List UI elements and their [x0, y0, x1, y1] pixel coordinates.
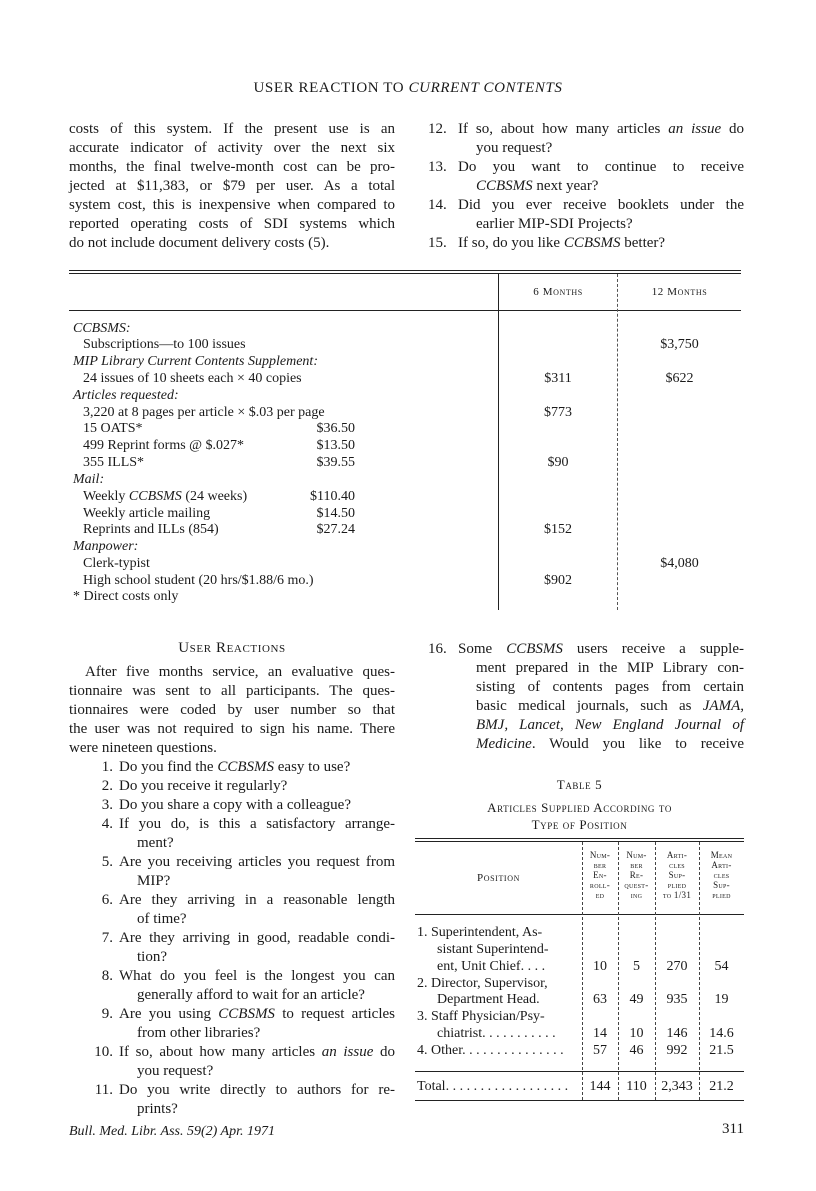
paragraph-line: tionnaires were coded by user number so that: [69, 702, 395, 718]
cost-value-6: $152: [544, 522, 572, 537]
q13-italic: CCBSMS: [476, 178, 533, 194]
running-head-prefix: USER REACTION TO: [253, 80, 405, 96]
cost-row-student: [83, 572, 314, 589]
row-label-italic: CCBSMS: [128, 489, 182, 504]
question-9: [95, 1005, 395, 1043]
cost-subvalue: $13.50: [316, 438, 355, 453]
header-line: ber: [593, 860, 607, 870]
table-row-label: 1. Superintendent, As-: [417, 925, 543, 940]
question-number: 7.: [101, 930, 113, 946]
cost-row-reprints-ills: [83, 521, 219, 538]
paragraph-line: the user was not required to sign his name. There: [69, 721, 395, 737]
table-cell-enrolled: 57: [593, 1043, 607, 1058]
question-number: 13.: [428, 159, 447, 175]
table5-header-position: Position: [477, 872, 520, 884]
header-line: cles: [669, 860, 685, 870]
q16-italic: BMJ, Lancet, New England Journal of: [476, 717, 744, 733]
q16-line: sisting of contents pages from certain: [476, 679, 744, 695]
cost-row-3220: [83, 404, 325, 421]
cost-subvalue: $36.50: [316, 421, 355, 436]
cost-subvalue: $14.50: [316, 506, 355, 521]
cost-row-mail-heading: [73, 471, 104, 488]
table-cell-requesting: 49: [629, 992, 644, 1007]
row-label: 24 issues of 10 sheets each × 40 copies: [83, 371, 302, 386]
table-cell-enrolled: 63: [593, 992, 607, 1007]
question-line2: generally afford to wait for an article?: [137, 987, 365, 1003]
header-line: roll-: [589, 880, 611, 890]
q15-italic: CCBSMS: [563, 235, 621, 251]
table-cell-supplied: 146: [666, 1026, 688, 1041]
cost-subvalue: $110.40: [310, 489, 355, 504]
q15-text: If so, do you like: [458, 235, 564, 251]
row-label: Weekly article mailing: [83, 506, 211, 521]
question-6: [95, 891, 395, 929]
table-cell-supplied: 270: [666, 959, 688, 974]
table-total-requesting: 110: [626, 1079, 647, 1094]
paragraph-line: were nineteen questions.: [69, 740, 217, 756]
cost-value-6: $90: [547, 455, 569, 470]
header-line: Re-: [629, 870, 644, 880]
question-number: 11.: [94, 1082, 113, 1098]
table-row-label: ent, Unit Chief. . . .: [437, 959, 546, 974]
q12-text: If so, about how many articles: [458, 121, 669, 137]
table-top-rule: [69, 270, 741, 271]
table5-header-mean: [699, 850, 744, 900]
question-1: [95, 758, 395, 777]
row-label: Mail:: [73, 472, 105, 487]
question-text: What do you feel is the longest you can: [119, 968, 395, 984]
table-cell-mean: 19: [714, 992, 729, 1007]
row-label: MIP Library Current Contents Supplement:: [73, 354, 318, 369]
row-label: * Direct costs only: [73, 589, 179, 604]
left-top-paragraph: [69, 120, 395, 253]
paragraph-line: reported operating costs of SDI systems which: [69, 216, 395, 232]
paragraph-line: months, the final twelve-month cost can be pro-: [69, 159, 395, 175]
paragraph-line: system cost, this is inexpensive when compared to: [69, 197, 395, 213]
table-cell-mean: 54: [714, 959, 729, 974]
cost-value-12: $4,080: [660, 556, 699, 571]
question-number: 2.: [101, 778, 113, 794]
table5-header-rule: [415, 914, 744, 915]
question-12: [428, 120, 744, 158]
question-text: Do you receive it regularly?: [119, 778, 288, 794]
cost-row-weekly-ccbsms: [83, 488, 247, 505]
question-line2: prints?: [137, 1101, 178, 1117]
question-text: Are you receiving articles you request from: [119, 854, 395, 870]
question-text: Do you share a copy with a colleague?: [119, 797, 351, 813]
paragraph-line: After five months service, an evaluative ques-: [85, 664, 395, 680]
cost-row-mip-heading: [73, 353, 318, 370]
table-cell-requesting: 5: [633, 959, 640, 974]
question-number: 12.: [428, 121, 447, 137]
header-line: Arti-: [711, 860, 732, 870]
question-number: 15.: [428, 235, 447, 251]
header-line: plied: [667, 880, 687, 890]
question-number: 1.: [101, 759, 113, 775]
question-number: 9.: [101, 1006, 113, 1022]
question-number: 16.: [428, 641, 447, 657]
table-cell-supplied: 935: [666, 992, 688, 1007]
table-header-rule: [69, 310, 741, 311]
cost-row-manpower-heading: [73, 538, 138, 555]
cost-subvalue: $39.55: [316, 455, 355, 470]
table-row-label: chiatrist. . . . . . . . . . .: [437, 1026, 556, 1041]
table-cell-requesting: 10: [629, 1026, 644, 1041]
row-label: Manpower:: [73, 539, 139, 554]
table-total-supplied: 2,343: [661, 1079, 693, 1094]
header-line: Num-: [626, 850, 647, 860]
cost-row-24-issues: [83, 370, 302, 387]
header-line: quest-: [624, 880, 649, 890]
row-label: Clerk-typist: [83, 556, 150, 571]
cost-value-6: $311: [544, 371, 572, 386]
table5-header-supplied: [655, 850, 699, 900]
table-row-label: 3. Staff Physician/Psy-: [417, 1009, 545, 1024]
header-line: plied: [712, 890, 731, 900]
question-text: Do you find the: [119, 759, 218, 775]
row-label: 355 ILLS*: [83, 455, 145, 470]
cost-row-weekly-mailing: [83, 505, 210, 522]
q16-line: basic medical journals, such as: [476, 698, 703, 714]
question-5: [95, 853, 395, 891]
footer-citation: Bull. Med. Libr. Ass. 59(2) Apr. 1971: [69, 1124, 275, 1139]
user-reactions-paragraph: [69, 663, 395, 758]
row-label-end: (24 weeks): [181, 489, 248, 504]
question-number: 5.: [101, 854, 113, 870]
q16-line: ment prepared in the MIP Library con-: [476, 660, 744, 676]
q16-italic: JAMA,: [702, 698, 744, 714]
table-cell-mean: 21.5: [709, 1043, 734, 1058]
question-line2: MIP?: [137, 873, 171, 889]
header-line: ber: [630, 860, 643, 870]
row-label: 15 OATS*: [83, 421, 143, 436]
question-text: Are they arriving in a reasonable length: [119, 892, 395, 908]
table5-bottom-rule: [415, 1100, 744, 1101]
page-number: 311: [722, 1121, 744, 1137]
paragraph-line: do not include document delivery costs (5).: [69, 235, 330, 251]
table-row-label: 4. Other. . . . . . . . . . . . . . .: [417, 1043, 564, 1058]
question-line2: from other libraries?: [137, 1025, 261, 1041]
question-line2: of time?: [137, 911, 187, 927]
q16-italic: CCBSMS: [506, 641, 563, 657]
question-number: 3.: [101, 797, 113, 813]
question-8: [95, 967, 395, 1005]
table-total-label: Total. . . . . . . . . . . . . . . . . .: [417, 1079, 569, 1094]
question-italic: an issue: [321, 1044, 374, 1060]
q15-text-end: better?: [620, 235, 666, 251]
section-heading: User Reactions: [178, 640, 286, 656]
q14-line2: earlier MIP-SDI Projects?: [476, 216, 633, 232]
table5-total-rule: [415, 1071, 744, 1072]
table5-header-requesting: [618, 850, 655, 900]
question-italic: CCBSMS: [218, 1006, 275, 1022]
row-label: CCBSMS:: [73, 321, 131, 336]
paragraph-line: costs of this system. If the present use is an: [69, 121, 395, 137]
question-text: Are they arriving in good, readable condi-: [119, 930, 395, 946]
table-total-mean: 21.2: [709, 1079, 734, 1094]
table-row-label: Department Head.: [437, 992, 540, 1007]
row-label: Articles requested:: [73, 388, 179, 403]
question-line2: tion?: [137, 949, 167, 965]
question-line2: ment?: [137, 835, 174, 851]
header-line: Arti-: [666, 850, 688, 860]
cost-row-reprint-forms: [83, 437, 244, 454]
cost-row-ills: [83, 454, 144, 471]
header-line: Num-: [589, 850, 611, 860]
column-divider: [498, 274, 499, 610]
running-head-italic: CURRENT CONTENTS: [408, 80, 563, 96]
question-text-end: easy to use?: [274, 759, 351, 775]
running-head: [0, 80, 816, 97]
paragraph-line: accurate indicator of activity over the next six: [69, 140, 395, 156]
row-label: High school student (20 hrs/$1.88/6 mo.): [83, 573, 314, 588]
header-line: En-: [593, 870, 607, 880]
table5-top-rule: [415, 838, 744, 839]
table-total-enrolled: 144: [589, 1079, 611, 1094]
table-cell-supplied: 992: [666, 1043, 688, 1058]
table5-label: Table 5: [556, 777, 603, 792]
cost-row-footnote: [73, 588, 178, 605]
table5-header-enrolled: [582, 850, 618, 900]
question-text: Are you using: [119, 1006, 219, 1022]
question-number: 10.: [94, 1044, 113, 1060]
col-header-12-months: 12 Months: [651, 286, 708, 298]
header-line: Mean: [710, 850, 733, 860]
question-4: [95, 815, 395, 853]
q16-text-end: users receive a supple-: [562, 641, 745, 657]
cost-table: [69, 270, 741, 610]
header-line: Sup-: [713, 880, 730, 890]
cost-subvalue: $27.24: [316, 522, 355, 537]
question-text-end: do: [373, 1044, 395, 1060]
row-label: 499 Reprint forms @ $.027*: [83, 438, 245, 453]
question-number: 8.: [101, 968, 113, 984]
question-13: [428, 158, 744, 196]
q13-text: Do you want to continue to receive: [458, 159, 744, 175]
cost-value-12: $3,750: [660, 337, 699, 352]
row-label: 3,220 at 8 pages per article × $.03 per page: [83, 405, 325, 420]
cost-value-12: $622: [665, 371, 694, 386]
q13-text-end: next year?: [532, 178, 599, 194]
q16-text: Some: [458, 641, 507, 657]
table-row-label: sistant Superintend-: [437, 942, 549, 957]
table-top-rule-2: [69, 273, 741, 274]
table-cell-mean: 14.6: [709, 1026, 734, 1041]
question-number: 6.: [101, 892, 113, 908]
table-row-label: 2. Director, Supervisor,: [417, 976, 548, 991]
question-text: If you do, is this a satisfactory arrange-: [119, 816, 395, 832]
question-italic: CCBSMS: [217, 759, 274, 775]
table5-title-2: Type of Position: [531, 817, 628, 832]
cost-row-ccbsms-heading: [73, 320, 131, 337]
table5: [415, 838, 744, 1110]
row-label: Subscriptions—to 100 issues: [83, 337, 246, 352]
question-line2: you request?: [137, 1063, 214, 1079]
q16-italic: Medicine: [476, 736, 532, 752]
cost-row-articles-heading: [73, 387, 179, 404]
right-top-questions: [428, 120, 744, 253]
header-line: Sup-: [668, 870, 686, 880]
question-text-end: to request articles: [274, 1006, 395, 1022]
header-line: cles: [713, 870, 730, 880]
table-cell-enrolled: 14: [593, 1026, 607, 1041]
paragraph-line: tionnaire was sent to all participants. The ques-: [69, 683, 395, 699]
question-11: [95, 1081, 395, 1119]
q12-text-end: do: [721, 121, 744, 137]
q12-line2: you request?: [476, 140, 553, 156]
cost-row-oats: [83, 420, 143, 437]
questions-list: [95, 758, 395, 1119]
question-7: [95, 929, 395, 967]
cost-row-clerk: [83, 555, 150, 572]
q16-line: . Would you like to receive: [531, 736, 744, 752]
cost-value-6: $902: [544, 573, 572, 588]
question-number: 14.: [428, 197, 447, 213]
question-number: 4.: [101, 816, 113, 832]
question-16: [428, 640, 744, 754]
cost-row-subscriptions: [83, 336, 246, 353]
question-text: Do you write directly to authors for re-: [119, 1082, 395, 1098]
table-cell-requesting: 46: [629, 1043, 644, 1058]
question-2: [95, 777, 395, 796]
question-10: [95, 1043, 395, 1081]
table-cell-enrolled: 10: [593, 959, 607, 974]
header-line: ing: [630, 890, 643, 900]
question-3: [95, 796, 395, 815]
q12-italic: an issue: [668, 121, 722, 137]
table5-title-1: Articles Supplied According to: [487, 800, 672, 815]
header-line: to 1/31: [662, 890, 692, 900]
row-label: Weekly: [83, 489, 129, 504]
cost-value-6: $773: [544, 405, 572, 420]
table5-top-rule-2: [415, 841, 744, 842]
header-line: ed: [595, 890, 605, 900]
paragraph-line: jected at $11,383, or $79 per user. As a total: [69, 178, 395, 194]
row-label: Reprints and ILLs (854): [83, 522, 219, 537]
question-15: [428, 234, 744, 253]
col-header-6-months: 6 Months: [533, 286, 583, 298]
q14-text: Did you ever receive booklets under the: [458, 197, 744, 213]
question-text: If so, about how many articles: [119, 1044, 322, 1060]
question-14: [428, 196, 744, 234]
